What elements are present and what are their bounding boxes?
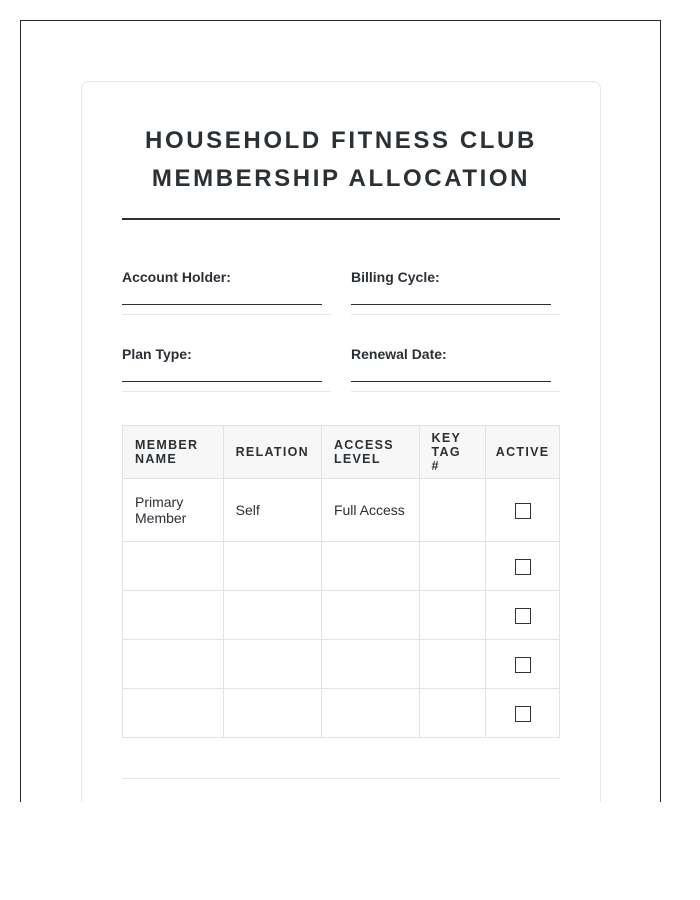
- active-checkbox[interactable]: [515, 559, 531, 575]
- member-name-cell[interactable]: [123, 591, 224, 640]
- key-tag-cell[interactable]: [419, 689, 486, 738]
- header-access-level: ACCESS LEVEL: [321, 426, 419, 479]
- relation-cell[interactable]: Self: [223, 479, 321, 542]
- active-cell: [486, 479, 560, 542]
- table-row: [123, 591, 560, 640]
- renewal-date-label: Renewal Date:: [351, 346, 447, 362]
- member-name-cell[interactable]: [123, 689, 224, 738]
- access-level-cell[interactable]: [321, 542, 419, 591]
- active-checkbox[interactable]: [515, 657, 531, 673]
- key-tag-cell[interactable]: [419, 542, 486, 591]
- relation-cell[interactable]: [223, 689, 321, 738]
- header-key-tag: KEY TAG #: [419, 426, 486, 479]
- key-tag-cell[interactable]: [419, 640, 486, 689]
- active-checkbox[interactable]: [515, 608, 531, 624]
- active-cell: [486, 640, 560, 689]
- field-divider: [351, 391, 560, 392]
- table-header-row: [123, 426, 560, 479]
- access-level-cell[interactable]: [321, 689, 419, 738]
- plan-type-label: Plan Type:: [122, 346, 192, 362]
- header-relation: RELATION: [223, 426, 321, 479]
- members-table: [122, 425, 560, 738]
- relation-cell[interactable]: [223, 542, 321, 591]
- footer-divider: [122, 778, 560, 779]
- account-holder-label: Account Holder:: [122, 269, 231, 285]
- table-row: [123, 689, 560, 738]
- field-divider: [122, 314, 331, 315]
- member-name-cell[interactable]: [123, 542, 224, 591]
- member-name-cell[interactable]: [123, 640, 224, 689]
- key-tag-cell[interactable]: [419, 591, 486, 640]
- title-line-2: MEMBERSHIP ALLOCATION: [151, 165, 531, 192]
- active-cell: [486, 591, 560, 640]
- access-level-cell[interactable]: [321, 591, 419, 640]
- member-name-cell[interactable]: Primary Member: [123, 479, 224, 542]
- account-holder-blank[interactable]: [122, 299, 322, 305]
- active-cell: [486, 542, 560, 591]
- access-level-cell[interactable]: Full Access: [321, 479, 419, 542]
- header-active: ACTIVE: [486, 426, 560, 479]
- active-checkbox[interactable]: [515, 706, 531, 722]
- table-row: [123, 542, 560, 591]
- field-divider: [351, 314, 560, 315]
- active-checkbox[interactable]: [515, 503, 531, 519]
- header-member-name: MEMBER NAME: [123, 426, 224, 479]
- billing-cycle-field[interactable]: [351, 269, 560, 315]
- billing-cycle-label: Billing Cycle:: [351, 269, 440, 285]
- renewal-date-field[interactable]: [351, 346, 560, 392]
- field-divider: [122, 391, 331, 392]
- title-line-1: HOUSEHOLD FITNESS CLUB: [145, 127, 537, 154]
- page-title: [122, 122, 560, 198]
- renewal-date-blank[interactable]: [351, 376, 551, 382]
- table-row: [123, 479, 560, 542]
- table-row: [123, 640, 560, 689]
- key-tag-cell[interactable]: [419, 479, 486, 542]
- plan-type-field[interactable]: [122, 346, 331, 392]
- active-cell: [486, 689, 560, 738]
- billing-cycle-blank[interactable]: [351, 299, 551, 305]
- access-level-cell[interactable]: [321, 640, 419, 689]
- relation-cell[interactable]: [223, 591, 321, 640]
- account-holder-field[interactable]: [122, 269, 331, 315]
- relation-cell[interactable]: [223, 640, 321, 689]
- title-divider: [122, 218, 560, 220]
- plan-type-blank[interactable]: [122, 376, 322, 382]
